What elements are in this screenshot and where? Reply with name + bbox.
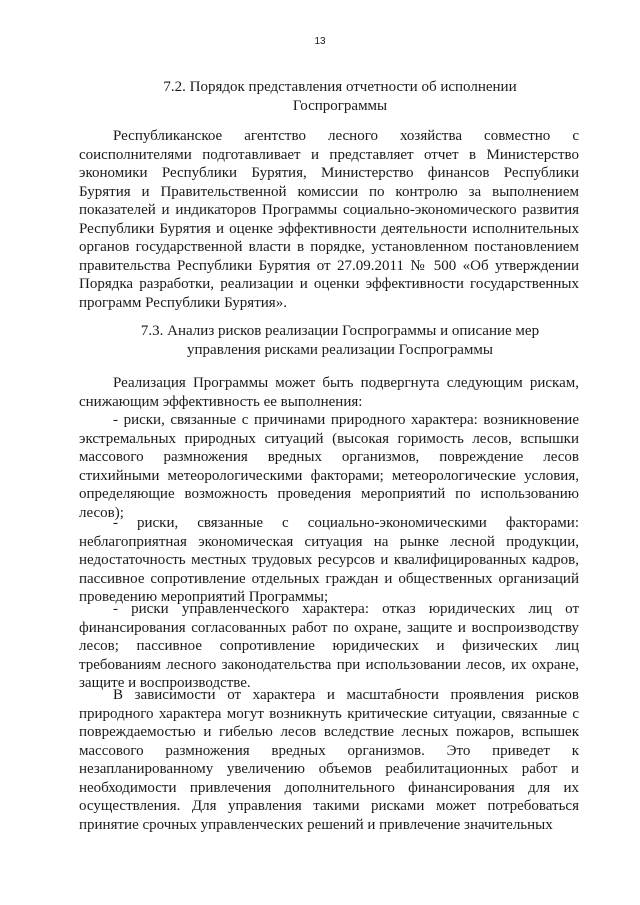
- section-7-3-heading-line2: управления рисками реализации Госпрограммы: [187, 342, 493, 358]
- page-number: 13: [314, 36, 326, 47]
- section-7-2-heading: [100, 78, 580, 116]
- section-7-2-paragraph: Республиканское агентство лесного хозяйства совместно с соисполнителями подготавливает и представляет отчет в Министерство экономики Республики Бурятия, Министерство финансов Республики Бурятия и Правительственной комиссии по контролю за выполнением показателей и индикаторов Программы социально-экономического развития Республики Бурятия и оценке эффективности деятельности исполнительных органов государственной власти в порядке, установленном постановлением правительства Республики Бурятия от 27.09.2011 № 500 «Об утверждении Порядка разработки, реализации и оценки эффективности государственных программ Республики Бурятия».: [79, 128, 579, 311]
- risk-socioeconomic-paragraph: - риски, связанные с социально-экономическими факторами: неблагоприятная экономическая ситуация на рынке лесной продукции, недостаточность местных трудовых ресурсов и квалифицированных кадров, пассивное сопротивление отдельных граждан и общественных организаций проведению мероприятий Программы;: [79, 515, 579, 605]
- section-7-3-heading: [100, 322, 580, 360]
- section-7-2-heading-line1: 7.2. Порядок представления отчетности об исполнении: [163, 79, 517, 95]
- section-7-2-heading-line2: Госпрограммы: [292, 98, 388, 114]
- risk-consequences-paragraph: В зависимости от характера и масштабности проявления рисков природного характера могут возникнуть критические ситуации, связанные с повреждаемостью и гибелью лесов вследствие лесных пожаров, вспышек массового размножения вредных организмов. Это приведет к незапланированному увеличению объемов реабилитационных работ и необходимости привлечения дополнительного финансирования для их осуществления. Для управления такими рисками может потребоваться принятие срочных управленческих решений и привлечение значительных: [79, 687, 579, 833]
- risk-natural-paragraph: - риски, связанные с причинами природного характера: возникновение экстремальных природных ситуаций (высокая горимость лесов, вспышки массового размножения вредных организмов, повреждение лесов стихийными метеорологическими факторами; метеорологические условия, определяющие возможность проведения мероприятий по использованию лесов);: [79, 412, 579, 521]
- risk-management-paragraph: - риски управленческого характера: отказ юридических лиц от финансирования согласованных работ по охране, защите и воспроизводству лесов; пассивное сопротивление юридических и физических лиц требованиям лесного законодательства при использовании лесов, их охране, защите и воспроизводстве.: [79, 601, 579, 691]
- section-7-3-heading-line1: 7.3. Анализ рисков реализации Госпрограммы и описание мер: [140, 323, 540, 339]
- risks-intro-paragraph: Реализация Программы может быть подвергнута следующим рискам, снижающим эффективность ее выполнения:: [79, 375, 579, 410]
